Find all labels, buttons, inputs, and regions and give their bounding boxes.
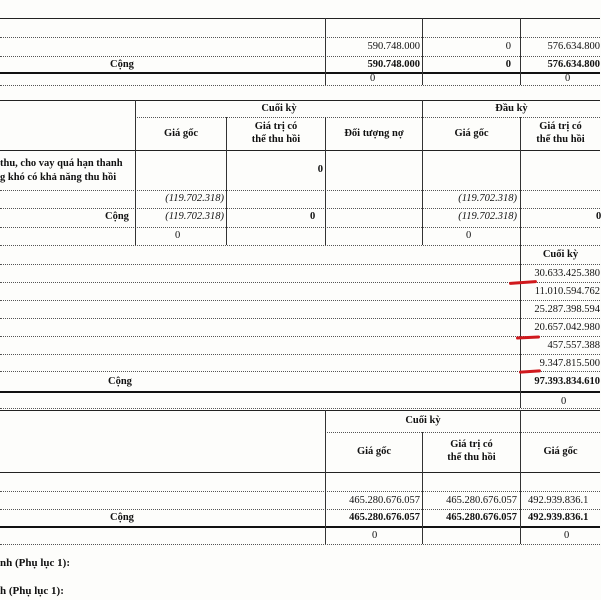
header-gia-tri-1: Giá trị có — [254, 121, 298, 132]
desc-line2: g khó có khả năng thu hồi — [0, 172, 117, 183]
provision-dk: (119.702.318) — [458, 193, 517, 204]
header-gia-goc-2: Giá gốc — [543, 446, 578, 457]
header-gia-tri-2: thể thu hồi — [251, 134, 301, 145]
total-col3: 492.939.836.1 — [528, 512, 589, 523]
check-col1: 0 — [372, 530, 378, 541]
value-5: 457.557.388 — [547, 340, 600, 351]
total-ck: (119.702.318) — [165, 211, 224, 222]
total-value: 97.393.834.610 — [534, 376, 600, 387]
total-label: Cộng — [110, 512, 134, 523]
value-3: 25.287.398.594 — [534, 304, 600, 315]
total-col1: 465.280.676.057 — [349, 512, 420, 523]
header-cuoi-ky: Cuối kỳ — [405, 415, 441, 426]
total-label: Cộng — [110, 59, 134, 70]
header-cuoi-ky: Cuối kỳ — [261, 103, 297, 114]
check-col3: 0 — [565, 73, 571, 84]
total-col2: 0 — [505, 59, 511, 70]
footer-line-1: nh (Phụ lục 1): — [0, 557, 70, 569]
footer-line-2: h (Phụ lục 1): — [0, 585, 64, 597]
annotation-mark — [516, 335, 540, 339]
total-col1: 590.748.000 — [367, 59, 420, 70]
value-4: 20.657.042.980 — [534, 322, 600, 333]
total-ck-value: 0 — [310, 211, 316, 222]
check-col3: 0 — [564, 530, 570, 541]
check-dk: 0 — [466, 230, 472, 241]
row1-col2: 465.280.676.057 — [446, 495, 517, 506]
row1-col1: 465.280.676.057 — [349, 495, 420, 506]
check-col1: 0 — [370, 73, 376, 84]
value-6: 9.347.815.500 — [539, 358, 600, 369]
provision-ck: (119.702.318) — [165, 193, 224, 204]
row1-col1: 590.748.000 — [367, 41, 420, 52]
value-2: 11.010.594.762 — [534, 286, 600, 297]
annotation-mark — [509, 280, 537, 285]
total-label: Cộng — [108, 376, 132, 387]
header-cuoi-ky: Cuối kỳ — [542, 249, 579, 260]
total-dk: (119.702.318) — [458, 211, 517, 222]
total-dk-value: 0 — [596, 211, 601, 222]
header-doi-tuong-no: Đối tượng nợ — [344, 128, 404, 139]
desc-line1: thu, cho vay quá hạn thanh — [0, 158, 123, 169]
total-col2: 465.280.676.057 — [446, 512, 517, 523]
annotation-mark — [519, 369, 541, 374]
row1-col3: 576.634.800 — [547, 41, 600, 52]
check-ck: 0 — [175, 230, 181, 241]
row1-col3: 492.939.836.1 — [528, 495, 589, 506]
row1-col2: 0 — [505, 41, 511, 52]
header-gia-goc: Giá gốc — [356, 446, 392, 457]
header-gia-tri-2: thể thu hồi — [447, 452, 496, 463]
value-1: 30.633.425.380 — [534, 268, 600, 279]
header-gia-tri2-2: thể thu hồi — [536, 134, 585, 145]
header-gia-tri2-1: Giá trị có — [539, 121, 582, 132]
total-label: Cộng — [105, 211, 129, 222]
header-gia-goc-2: Giá gốc — [454, 128, 489, 139]
total-col3: 576.634.800 — [547, 59, 600, 70]
check-value: 0 — [561, 396, 567, 407]
row-value: 0 — [317, 164, 323, 175]
header-gia-tri-1: Giá trị có — [450, 439, 493, 450]
header-dau-ky: Đầu kỳ — [495, 103, 528, 114]
header-gia-goc: Giá gốc — [163, 128, 199, 139]
